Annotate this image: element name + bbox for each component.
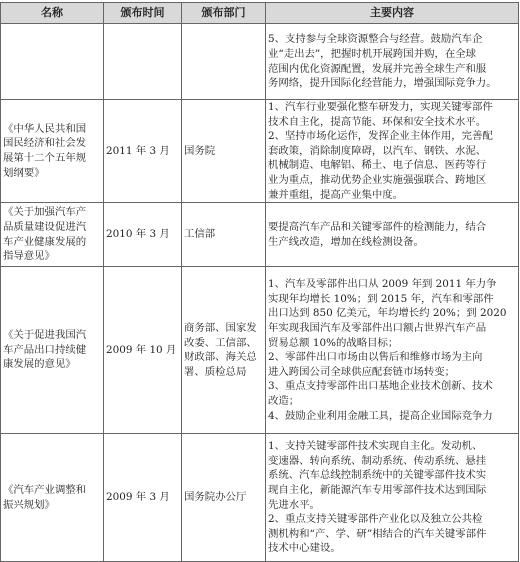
dept-line: 财政部、海关总 [184, 351, 257, 364]
header-content: 主要内容 [266, 3, 519, 24]
content-line: 1、汽车及零部件出口从 2009 年到 2011 年力争 [268, 278, 497, 291]
content-line: 业为重点，推动优势企业实施强强联合、跨地区 [268, 173, 487, 186]
content-line: 系统、汽车总线控制系统中的关键零部件技术实 [268, 469, 487, 482]
policy-name-line: 《关于促进我国汽 [3, 329, 87, 342]
cell-main-content [266, 24, 519, 100]
table-header-row [1, 3, 519, 24]
table-row [1, 24, 519, 100]
content-line: 贸易总额 10%的战略目标； [268, 336, 399, 349]
content-line: 变速器、转向系统、制动系统、传动系统、悬挂 [268, 454, 487, 467]
header-dept: 颁布部门 [182, 3, 266, 24]
content-line: 技术中心建设。 [268, 542, 341, 555]
dept-line: 改委、工信部、 [184, 336, 257, 349]
policy-name-line: 《关于加强汽车产 [3, 206, 87, 219]
cell-policy-name [1, 434, 104, 562]
content-line: 业“走出去”，把握时机开展跨国并购，在全球 [268, 47, 477, 60]
content-line: 5、支持参与全球资源整合与经营。鼓励汽车企 [268, 33, 483, 46]
content-line: 年实现我国汽车及零部件出口额占世界汽车产品 [268, 321, 487, 334]
cell-issuing-dept [182, 24, 266, 100]
policy-name-line: 车产品出口持续健 [3, 343, 87, 356]
table-row [1, 203, 519, 267]
cell-policy-name [1, 203, 104, 267]
dept-line: 商务部、国家发 [184, 321, 257, 334]
cell-main-content [266, 203, 519, 267]
content-line: 套政策，消除制度障碍，以汽车、钢铁、水泥、 [268, 144, 487, 157]
policy-table [0, 2, 519, 562]
policy-name-line: 振兴规划》 [3, 498, 55, 511]
cell-issuing-dept [182, 267, 266, 434]
content-line: 要提高汽车产品和关键零部件的检测能力，结合 [268, 221, 487, 234]
content-line: 技术自主化，提高节能、环保和安全技术水平。 [268, 115, 487, 128]
table-body [1, 24, 519, 562]
content-line: 4、鼓励企业利用金融工具，提高企业国际竞争力 [268, 409, 493, 422]
cell-issue-date: 2011 年 3 月 [104, 100, 182, 203]
dept-line: 工信部 [184, 228, 216, 241]
cell-main-content [266, 434, 519, 562]
content-line: 务网络，提升国际化经营能力，增强国际竞争力。 [268, 77, 497, 90]
policy-name-line: 品质量建设促进汽 [3, 221, 87, 234]
policy-name-line: 展第十二个五年规 [3, 152, 87, 165]
policy-name-line: 康发展的意见》 [3, 358, 76, 371]
policy-name-line: 《汽车产业调整和 [3, 484, 87, 497]
cell-main-content [266, 100, 519, 203]
content-line: 先进水平。 [268, 498, 320, 511]
policy-name-line: 划纲要》 [3, 166, 45, 179]
cell-issuing-dept [182, 434, 266, 562]
dept-line: 署、质检总局 [184, 365, 247, 378]
table-row [1, 100, 519, 203]
table-row [1, 267, 519, 434]
cell-issue-date: 2009 年 3 月 [104, 434, 182, 562]
content-line: 实现年均增长 10%；到 2015 年，汽车和零部件 [268, 292, 494, 305]
cell-issue-date: 2009 年 10 月 [104, 267, 182, 434]
content-line: 2、重点支持关键零部件产业化以及独立公共检 [268, 513, 483, 526]
policy-name-line: 国民经济和社会发 [3, 137, 87, 150]
table-row [1, 434, 519, 562]
cell-issuing-dept [182, 203, 266, 267]
content-line: 改造； [268, 394, 300, 407]
content-line: 兼并重组，提高产业集中度。 [268, 188, 404, 201]
dept-line: 国务院 [184, 144, 216, 157]
policy-name-line: 指导意见》 [3, 250, 55, 263]
cell-policy-name [1, 24, 104, 100]
content-line: 1、支持关键零部件技术实现自主化。发动机、 [268, 440, 483, 453]
cell-issuing-dept [182, 100, 266, 203]
content-line: 机械制造、电解铝、稀土、电子信息、医药等行 [268, 159, 487, 172]
policy-name-line: 《中华人民共和国 [3, 122, 87, 135]
content-line: 生产线改造，增加在线检测设备。 [268, 235, 424, 248]
content-line: 3、重点支持零部件出口基地企业技术创新、技术 [268, 380, 493, 393]
cell-policy-name [1, 267, 104, 434]
cell-issue-date: 2010 年 3 月 [104, 203, 182, 267]
content-line: 2、坚持市场化运作，发挥企业主体作用，完善配 [268, 130, 493, 143]
cell-main-content [266, 267, 519, 434]
content-line: 测机构和“产、学、研”相结合的汽车关键零部件 [268, 527, 487, 540]
content-line: 进入跨国公司全球供应配套链市场转变； [268, 365, 456, 378]
cell-policy-name [1, 100, 104, 203]
dept-line: 国务院办公厅 [184, 491, 247, 504]
content-line: 2、零部件出口市场由以售后和维修市场为主向 [268, 351, 483, 364]
header-name: 名称 [1, 3, 104, 24]
content-line: 出口达到 850 亿美元，年均增长约 20%；到 2020 [268, 307, 507, 320]
content-line: 现自主化，新能源汽车专用零部件技术达到国际 [268, 484, 487, 497]
header-date: 颁布时间 [104, 3, 182, 24]
content-line: 范围内优化资源配置，发展并完善全球生产和服 [268, 62, 487, 75]
cell-issue-date [104, 24, 182, 100]
policy-name-line: 车产业健康发展的 [3, 235, 87, 248]
content-line: 1、汽车行业要强化整车研发力，实现关键零部件 [268, 101, 493, 113]
